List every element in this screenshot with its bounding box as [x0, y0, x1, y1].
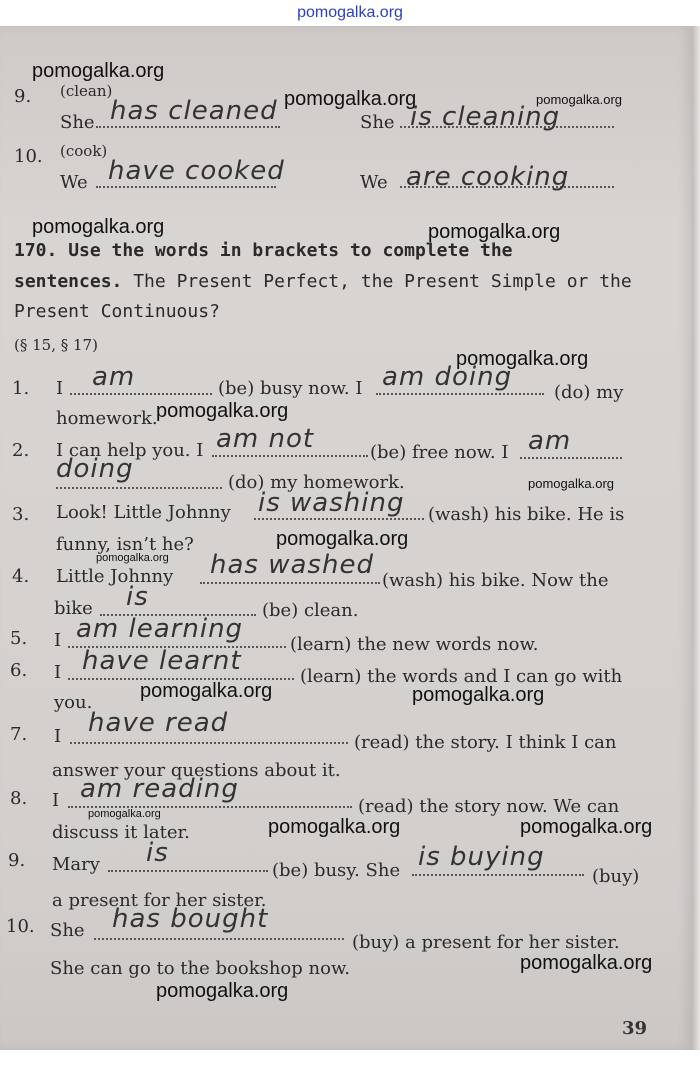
- prev-item-verb: (clean): [60, 82, 113, 100]
- prev-item-subject: We: [360, 172, 388, 193]
- task-title-rest: Present Continuous?: [14, 301, 220, 322]
- item-text: (be) free now. I: [370, 442, 509, 463]
- handwritten-answer: have cooked: [108, 156, 285, 186]
- prev-item-number: 10.: [14, 146, 43, 167]
- textbook-page: [0, 26, 692, 1050]
- item-text: (buy): [592, 866, 640, 887]
- item-text: (be) busy. She: [272, 860, 401, 881]
- item-number: 5.: [10, 628, 28, 649]
- watermark: pomogalka.org: [156, 400, 289, 422]
- item-text: bike: [54, 598, 93, 619]
- task-title-rest: The Present Perfect, the Present Simple or the: [133, 271, 632, 292]
- section-refs: (§ 15, § 17): [14, 336, 98, 354]
- item-number: 7.: [10, 724, 28, 745]
- watermark: pomogalka.org: [520, 952, 653, 974]
- handwritten-answer: am reading: [80, 774, 239, 804]
- handwritten-answer: have learnt: [82, 646, 242, 676]
- watermark: pomogalka.org: [96, 552, 169, 564]
- item-number: 6.: [10, 660, 28, 681]
- watermark: pomogalka.org: [412, 684, 545, 706]
- handwritten-answer: is: [126, 582, 149, 612]
- handwritten-answer: is cleaning: [410, 102, 561, 132]
- handwritten-answer: has cleaned: [110, 96, 278, 126]
- prev-item-verb: (cook): [60, 142, 108, 160]
- item-text: I: [54, 662, 62, 683]
- handwritten-answer: am: [92, 362, 136, 392]
- handwritten-answer: is buying: [418, 842, 545, 872]
- handwritten-answer: is washing: [258, 488, 405, 518]
- handwritten-answer: is: [146, 838, 169, 868]
- item-text: (do) my homework.: [228, 472, 405, 493]
- handwritten-answer: has washed: [210, 550, 374, 580]
- handwritten-answer: has bought: [112, 904, 269, 934]
- item-text: (be) clean.: [262, 600, 359, 621]
- item-text: I: [54, 630, 62, 651]
- watermark: pomogalka.org: [536, 92, 622, 107]
- task-title-bold: sentences.: [14, 271, 123, 292]
- watermark: pomogalka.org: [140, 680, 273, 702]
- item-text: (read) the story now. We can: [358, 796, 620, 817]
- handwritten-answer: am learning: [76, 614, 244, 644]
- watermark: pomogalka.org: [520, 816, 653, 838]
- prev-item-subject: She: [360, 112, 395, 133]
- item-text: (learn) the new words now.: [290, 634, 539, 655]
- item-text: (learn) the words and I can go with: [300, 666, 623, 687]
- page-edge: [692, 26, 700, 1050]
- handwritten-answer: am not: [216, 424, 315, 454]
- watermark: pomogalka.org: [528, 476, 614, 491]
- watermark: pomogalka.org: [32, 216, 165, 238]
- site-header-link[interactable]: pomogalka.org: [297, 4, 403, 21]
- item-text: I: [54, 726, 62, 747]
- item-text: you.: [54, 692, 93, 713]
- item-number: 2.: [12, 440, 30, 461]
- item-text: She: [50, 920, 85, 941]
- item-text: (wash) his bike. He is: [428, 504, 625, 525]
- item-text: Look! Little Johnny: [56, 502, 231, 523]
- watermark: pomogalka.org: [456, 348, 589, 370]
- item-text: a present for her sister.: [52, 890, 267, 911]
- item-text: Mary: [52, 854, 100, 875]
- handwritten-answer: doing: [56, 454, 134, 484]
- prev-item-subject: We: [60, 172, 88, 193]
- task-number: 170.: [14, 240, 58, 261]
- prev-item-number: 9.: [14, 86, 32, 107]
- task-title-bold: Use the words in brackets to complete the: [68, 240, 513, 261]
- item-text: Little Johnny: [56, 566, 174, 587]
- item-text: I can help you. I: [56, 440, 204, 461]
- item-text: (do) my: [554, 382, 624, 403]
- watermark: pomogalka.org: [428, 221, 561, 243]
- answer-field: [108, 852, 268, 876]
- watermark: pomogalka.org: [32, 60, 165, 82]
- page-number: 39: [622, 1018, 648, 1039]
- item-text: I: [56, 378, 64, 399]
- item-text: (wash) his bike. Now the: [382, 570, 609, 591]
- item-text: She can go to the bookshop now.: [50, 958, 350, 979]
- item-text: I: [52, 790, 60, 811]
- watermark: pomogalka.org: [276, 528, 409, 550]
- item-text: (buy) a present for her sister.: [352, 932, 620, 953]
- item-number: 3.: [12, 504, 30, 525]
- prev-item-subject: She: [60, 112, 95, 133]
- handwritten-answer: am: [528, 426, 572, 456]
- bottom-strip: [0, 1050, 700, 1065]
- handwritten-answer: are cooking: [406, 162, 570, 192]
- watermark: pomogalka.org: [156, 980, 289, 1002]
- task-title-line: [14, 271, 632, 292]
- item-number: 10.: [6, 916, 35, 937]
- handwritten-answer: have read: [88, 708, 229, 738]
- item-number: 9.: [8, 850, 26, 871]
- item-number: 4.: [12, 566, 30, 587]
- item-number: 1.: [12, 378, 30, 399]
- item-number: 8.: [10, 788, 28, 809]
- item-text: homework.: [56, 408, 158, 429]
- item-text: funny, isn’t he?: [56, 534, 194, 555]
- item-text: discuss it later.: [52, 822, 190, 843]
- item-text: (read) the story. I think I can: [354, 732, 617, 753]
- watermark: pomogalka.org: [268, 816, 401, 838]
- watermark: pomogalka.org: [88, 808, 161, 820]
- watermark: pomogalka.org: [284, 88, 417, 110]
- handwritten-answer: am doing: [382, 362, 513, 392]
- item-text: answer your questions about it.: [52, 760, 341, 781]
- item-text: (be) busy now. I: [218, 378, 363, 399]
